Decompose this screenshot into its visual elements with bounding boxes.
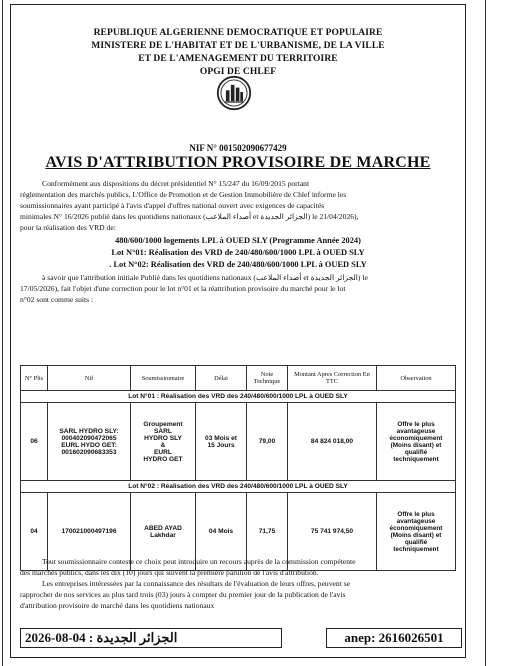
closing-line: Les entreprises intéressées par la connaissance des résultats de l'évaluation de leurs offres, peuvent se (42, 579, 351, 588)
intro-line: réglementation des marchés publics, L'Office de Promotion et de Gestion Immobilière de Chlef informe les (20, 190, 347, 199)
col-header: Note Technique (247, 366, 288, 391)
lot1-text: Lot N°01: Réalisation des VRD de 240/480/600/1000 LPL à OUED SLY (111, 248, 365, 257)
col-header: Observation (377, 366, 456, 391)
soumissionnaire-cell: Groupement SARL HYDRO SLY & EURL HYDRO GET (131, 403, 196, 481)
attribution-table (20, 365, 456, 571)
col-header: Nif (48, 366, 131, 391)
observation-cell: Offre le plus avantageuse économiquement (Moins disant) et qualifié techniquement (377, 493, 456, 571)
lot2-label: Lot N°02 : Réalisation des VRD des 240/480/600/1000 LPL à OUED SLY (21, 481, 456, 493)
lot1-row (21, 391, 456, 403)
intro-paragraph (20, 178, 456, 233)
intro-line: pour la réalisation des VRD de: (20, 223, 116, 232)
nif-cell: SARL HYDRO SLY: 000402090472065 EURL HYDO GET: 001602090683353 (48, 403, 131, 481)
anep-number: anep: 2616026501 (344, 630, 444, 645)
footer-date-box (20, 628, 282, 648)
col-header: Soumissionnaire (131, 366, 196, 391)
notice-line: n°02 sont comme suits : (20, 295, 94, 304)
header-ministry-cont: ET DE L'AMENAGEMENT DU TERRITOIRE (138, 54, 338, 64)
closing-line: Tout soumissionnaire conteste ce choix peut introduire un recours auprès de la commission compétente (42, 557, 356, 566)
plis-cell: 06 (21, 403, 48, 481)
lot1-label: Lot N°01 : Réalisation des VRD des 240/480/600/1000 LPL à OUED SLY (21, 391, 456, 403)
closing-paragraph (20, 556, 456, 611)
closing-line: des marchés publics, dans les dix (10) jours qui suivent la première parution de l'avis d'attribution. (20, 568, 319, 577)
header-republic: REPUBLIQUE ALGERIENNE DEMOCRATIQUE ET POPULAIRE (93, 28, 383, 38)
delai-cell: 03 Mois et 15 Jours (196, 403, 247, 481)
observation-cell: Offre le plus avantageuse économiquement (Moins disant) et qualifié techniquement (377, 403, 456, 481)
col-header: Montant Apres Correction En TTC (288, 366, 377, 391)
soumissionnaire-cell: ABED AYAD Lakhdar (131, 493, 196, 571)
intro-line: soumissionnaires ayant participé à l'avis d'appel d'offres national ouvert avec exigences de capacités (20, 201, 325, 210)
table-row (21, 403, 456, 481)
note-cell: 71,75 (247, 493, 288, 571)
newspaper-name-arabic: الجزائر الجديدة (96, 630, 178, 645)
newspapers-arabic: الجزائر الجديدة et أصداء الملاعب (205, 212, 308, 221)
col-header: Délai (196, 366, 247, 391)
publication-date: 2026-08-04 : (25, 630, 94, 645)
page-edge-left (2, 0, 3, 666)
closing-line: rapprocher de nos services au plus tard trois (03) jours à compter du premier jour de la publication de l'avis (20, 590, 346, 599)
header-opgi: OPGI DE CHLEF (199, 67, 277, 77)
intro-line: Conformément aux dispositions du décret présidentiel N° 15/247 du 16/09/2015 portant (42, 179, 310, 188)
plis-cell: 04 (21, 493, 48, 571)
header-ministry: MINISTERE DE L'HABITAT ET DE L'URBANISME, DE LA VILLE (91, 41, 385, 51)
closing-line: d'attribution provisoire de marché dans les quotidiens nationaux (20, 601, 215, 610)
opgi-logo-emblem-icon (216, 75, 252, 111)
notice-title: AVIS D'ATTRIBUTION PROVISOIRE DE MARCHE (45, 154, 431, 171)
correction-paragraph (20, 272, 456, 305)
lot2-text: . Lot N°02: Réalisation des VRD de 240/480/600/1000 LPL à OUED SLY (109, 260, 367, 269)
lot2-row (21, 481, 456, 493)
page-edge-right (485, 0, 486, 666)
notice-line: à savoir que l'attribution initiale Publié dans les quotidiens nationaux (الجزائر الجديدة et أصداء الملاعب) le (42, 273, 368, 282)
project-title: 480/600/1000 logements LPL à OUED SLY (Programme Année 2024) (115, 236, 361, 245)
newspapers-arabic: الجزائر الجديدة et أصداء الملاعب (255, 273, 358, 282)
note-cell: 79,00 (247, 403, 288, 481)
montant-cell: 84 824 018,00 (288, 403, 377, 481)
nif-cell: 170021000497196 (48, 493, 131, 571)
notice-line: 17/05/2026), fait l'objet d'une correction pour le lot n°01 et la réattribution provisoire du marché pour le lot (20, 284, 346, 293)
delai-cell: 04 Mois (196, 493, 247, 571)
footer-anep-box (326, 628, 462, 648)
intro-line: minimales N° 16/2026 publié dans les quotidiens nationaux (الجزائر الجديدة et أصداء الملاعب) le 21/04/2026), (20, 212, 359, 221)
montant-cell: 75 741 974,50 (288, 493, 377, 571)
nif-number: NIF N° 001502090677429 (189, 143, 287, 153)
col-header: N° Plis (21, 366, 48, 391)
table-header-row (21, 366, 456, 391)
